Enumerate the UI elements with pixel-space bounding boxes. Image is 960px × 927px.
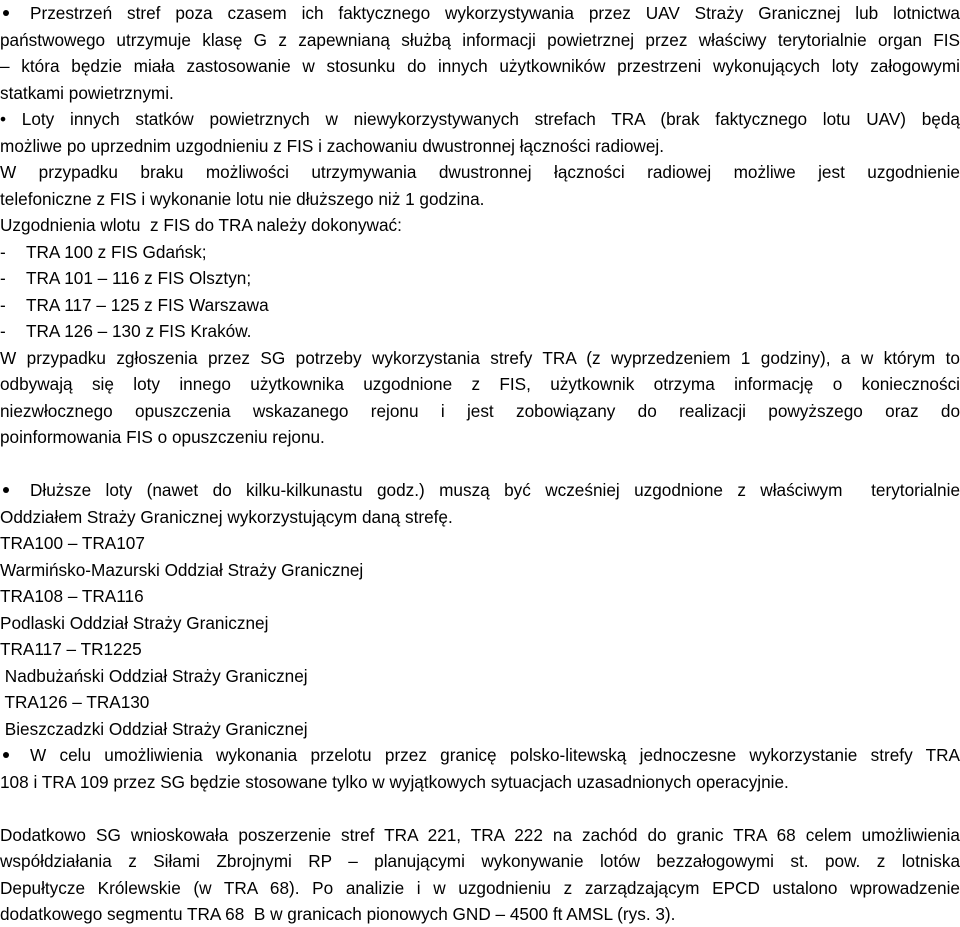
p3-line-2: telefoniczne z FIS i wykonanie lotu nie dłuższego niż 1 godzina. [0, 189, 485, 209]
list-dash: - [0, 295, 6, 315]
p5-line-2: odbywają się loty innego użytkownika uzgodnione z FIS, użytkownik otrzyma informację o konieczności [0, 374, 960, 394]
p6-line-2: Oddziałem Straży Granicznej wykorzystującym daną strefę. [0, 507, 453, 527]
unit-line: TRA117 – TR1225 [0, 639, 142, 659]
list-dash: - [0, 268, 6, 288]
list-item-text: TRA 126 – 130 z FIS Kraków. [26, 321, 252, 341]
p2-line-2: możliwe po uprzednim uzgodnieniu z FIS i zachowaniu dwustronnej łączności radiowej. [0, 136, 664, 156]
list-dash: - [0, 321, 6, 341]
list-item [0, 265, 960, 291]
p1-line-4: statkami powietrznymi. [0, 83, 174, 103]
p5-line-4: poinformowania FIS o opuszczeniu rejonu. [0, 427, 325, 447]
unit-line: Podlaski Oddział Straży Granicznej [0, 613, 269, 633]
list-item-text: TRA 100 z FIS Gdańsk; [26, 242, 207, 262]
list-item-text: TRA 101 – 116 z FIS Olsztyn; [26, 268, 252, 288]
p2-line-1: • Loty innych statków powietrznych w niewykorzystywanych strefach TRA (brak faktycznego lotu UAV) będą [0, 109, 960, 129]
p1-line-2: państwowego utrzymuje klasę G z zapewnianą służbą informacji powietrznej przez właściwy terytorialnie organ FIS [0, 30, 960, 50]
bullet-marker [0, 0, 26, 26]
list-item [0, 318, 960, 344]
list-item-text: TRA 117 – 125 z FIS Warszawa [26, 295, 269, 315]
list-item [0, 239, 960, 265]
bullet-marker [0, 477, 26, 503]
bullet-marker [0, 742, 26, 768]
p3-line-1: W przypadku braku możliwości utrzymywania dwustronnej łączności radiowej możliwe jest uzgodnienie [0, 162, 960, 182]
p1-line-3: – która będzie miała zastosowanie w stosunku do innych użytkowników przestrzeni wykonujących loty załogowymi [0, 56, 960, 76]
unit-line: Warmińsko-Mazurski Oddział Straży Granicznej [0, 560, 364, 580]
p5-line-1: W przypadku zgłoszenia przez SG potrzeby wykorzystania strefy TRA (z wyprzedzeniem 1 godziny), a w którym to [0, 348, 960, 368]
p7-line-2: 108 i TRA 109 przez SG będzie stosowane tylko w wyjątkowych sytuacjach uzasadnionych operacyjnie. [0, 772, 789, 792]
p4-title: Uzgodnienia wlotu z FIS do TRA należy dokonywać: [0, 215, 402, 235]
unit-line: TRA126 – TRA130 [0, 692, 150, 712]
p8-line-2: współdziałania z Siłami Zbrojnymi RP – planującymi wykonywanie lotów bezzałogowymi st. pow. z lotniska [0, 851, 960, 871]
list-dash: - [0, 242, 6, 262]
unit-line: Bieszczadzki Oddział Straży Granicznej [0, 719, 308, 739]
p7-line-1: W celu umożliwienia wykonania przelotu przez granicę polsko-litewską jednoczesne wykorzystanie strefy TRA [30, 745, 960, 765]
p6-line-1: Dłuższe loty (nawet do kilku-kilkunastu godz.) muszą być wcześniej uzgodnione z właściwym terytorialnie [30, 480, 960, 500]
p8-line-4: dodatkowego segmentu TRA 68 B w granicach pionowych GND – 4500 ft AMSL (rys. 3). [0, 904, 676, 924]
p5-line-3: niezwłocznego opuszczenia wskazanego rejonu i jest zobowiązany do realizacji powyższego oraz do [0, 401, 960, 421]
list-item [0, 292, 960, 318]
unit-line: TRA108 – TRA116 [0, 586, 144, 606]
unit-line: TRA100 – TRA107 [0, 533, 145, 553]
unit-line: Nadbużański Oddział Straży Granicznej [0, 666, 308, 686]
p8-line-1: Dodatkowo SG wnioskowała poszerzenie stref TRA 221, TRA 222 na zachód do granic TRA 68 celem umożliwienia [0, 825, 960, 845]
p1-line-1: Przestrzeń stref poza czasem ich faktycznego wykorzystywania przez UAV Straży Granicznej lub lotnictwa [30, 3, 960, 23]
p8-line-3: Depułtycze Królewskie (w TRA 68). Po analizie i w uzgodnieniu z zarządzającym EPCD ustalono wprowadzenie [0, 878, 960, 898]
